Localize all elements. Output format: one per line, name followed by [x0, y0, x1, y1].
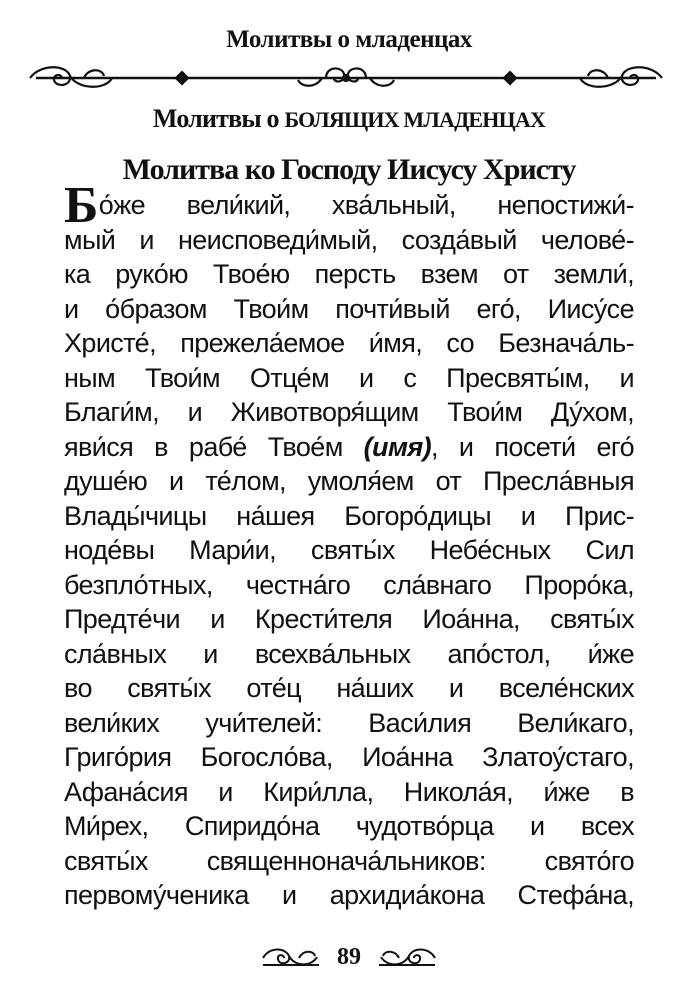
text-line: Бо́же вели́кий, хва́льный, непостижи́- [64, 177, 634, 234]
text-line: первому́ченика и архидиа́кона Стефа́на, [64, 880, 634, 910]
section-title-part2: БОЛЯЩИХ МЛАДЕНЦАХ [284, 107, 546, 132]
text-line: ным Твои́м Отце́м и с Пресвяты́м, и [64, 362, 634, 393]
page-number: 89 [337, 944, 361, 970]
text-line: яви́ся в рабе́ Твое́м (имя), и посети́ его́ [64, 431, 634, 462]
ornament-divider-icon [26, 60, 666, 96]
footer-ornament-left-icon [259, 945, 323, 971]
section-title [0, 104, 698, 134]
text-line: ноде́вы Мари́и, святы́х Небе́сных Сил [64, 535, 634, 565]
page-footer [0, 944, 698, 978]
text-line: Афана́сия и Кири́лла, Никола́я, и́же в [64, 776, 634, 807]
text-line: ка руко́ю Твое́ю персть взем от земли́, [64, 259, 634, 289]
prayer-title: Молитва ко Господу Иисусу Христу [122, 153, 576, 186]
text-line: безпло́тных, честна́го сла́внаго Проро́ка, [64, 569, 634, 600]
drop-cap: Б [64, 177, 98, 234]
text-line: Влады́чицы на́шея Богоро́дицы и Прис- [64, 500, 634, 531]
text-line: Григо́рия Богосло́ва, Иоа́нна Златоу́стаго, [64, 742, 634, 772]
text-line: святы́х священнонача́льников: свято́го [64, 845, 634, 876]
text-line: сла́вных и всехва́льных апо́стол, и́же [64, 638, 634, 669]
running-head: Молитвы о младенцах [226, 26, 472, 53]
text-line: Благи́м, и Животворя́щим Твои́м Ду́хом, [64, 397, 634, 427]
text-line: Христе́, прежела́емое и́мя, со Безнача́ль- [64, 328, 634, 358]
text-line: мый и неисповеди́мый, созда́вый челове́- [64, 224, 634, 255]
text-line: Предте́чи и Крести́теля Иоа́нна, святы́х [64, 604, 634, 634]
text-line: Ми́рех, Спиридо́на чудотво́рца и всех [64, 811, 634, 841]
text-line: душе́ю и те́лом, умоля́ем от Пресла́вныя [64, 466, 634, 496]
name-placeholder: (имя) [363, 431, 432, 462]
text-line: вели́ких учи́телей: Васи́лия Вели́каго, [64, 707, 634, 738]
text-line: и о́бразом Твои́м почти́вый его́, Иису́се [64, 293, 634, 324]
section-title-part1: Молитвы о [152, 104, 279, 133]
footer-ornament-right-icon [375, 945, 439, 971]
text-line: во святы́х оте́ц на́ших и вселе́нских [64, 673, 634, 703]
prayer-body [64, 177, 634, 913]
